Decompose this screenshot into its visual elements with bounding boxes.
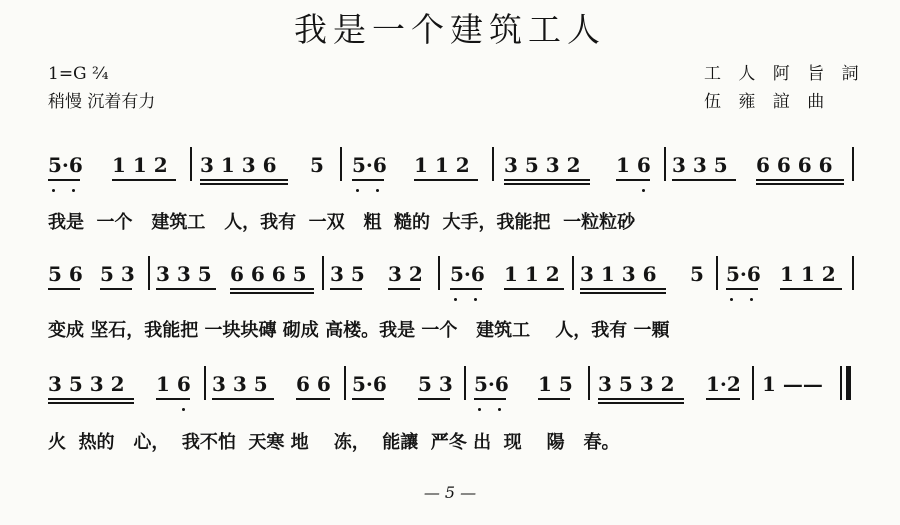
note-group: 5 3 <box>418 372 453 396</box>
note-group: 1 6 <box>156 372 191 396</box>
rhythm-underline <box>48 402 134 404</box>
bar-line <box>664 147 666 181</box>
bar-line <box>340 147 342 181</box>
note-group: 1 —— <box>762 372 823 396</box>
note-group: 1 1 2 <box>780 262 836 286</box>
note-group: 3 5 3 2 <box>504 153 581 177</box>
composer-credit: 伍 雍 誼 曲 <box>704 92 831 112</box>
rhythm-underline <box>756 183 844 185</box>
note-group: 1·2 <box>706 372 741 396</box>
rhythm-underline <box>450 288 482 290</box>
rhythm-underline <box>504 288 564 290</box>
notation-line-2 <box>0 262 900 312</box>
bar-line <box>492 147 494 181</box>
octave-dot <box>454 298 457 301</box>
note-group: 3 3 5 <box>156 262 212 286</box>
bar-line <box>438 256 440 290</box>
octave-dot <box>750 298 753 301</box>
bar-line <box>204 366 206 400</box>
bar-line <box>840 366 842 400</box>
note-group: 5·6 <box>474 372 509 396</box>
rhythm-underline <box>48 398 134 400</box>
note-group: 6 6 6 6 <box>756 153 833 177</box>
note-group: 5 6 <box>48 262 83 286</box>
note-group: 5 3 <box>100 262 135 286</box>
note-group: 1 5 <box>538 372 573 396</box>
bar-line <box>344 366 346 400</box>
note-group: 3 3 5 <box>672 153 728 177</box>
note-group: 5·6 <box>48 153 83 177</box>
note-group: 3 1 3 6 <box>580 262 657 286</box>
octave-dot <box>498 408 501 411</box>
rhythm-underline <box>200 183 288 185</box>
rhythm-underline <box>100 288 132 290</box>
lyrics-line-3: 火 热的 心， 我不怕 天寒 地 冻， 能讓 严冬 出 现 陽 春。 <box>48 432 620 453</box>
note-group: 1 1 2 <box>504 262 560 286</box>
bar-line <box>588 366 590 400</box>
note-group: 5·6 <box>726 262 761 286</box>
final-bar-line <box>846 366 851 400</box>
lyrics-line-2: 变成 坚石，我能把 一块块磚 砌成 高楼。我是 一个 建筑工 人，我有 一顆 <box>48 320 670 341</box>
rhythm-underline <box>414 179 478 181</box>
rhythm-underline <box>580 288 666 290</box>
rhythm-underline <box>388 288 420 290</box>
octave-dot <box>642 189 645 192</box>
rhythm-underline <box>112 179 176 181</box>
octave-dot <box>52 189 55 192</box>
rhythm-underline <box>504 183 590 185</box>
rhythm-underline <box>598 398 684 400</box>
song-title: 我是一个建筑工人 <box>294 10 606 49</box>
rhythm-underline <box>352 398 384 400</box>
tempo-marking: 稍慢 沉着有力 <box>48 92 156 112</box>
note-group: 5·6 <box>352 153 387 177</box>
rhythm-underline <box>230 288 314 290</box>
bar-line <box>464 366 466 400</box>
note-group: 3 5 3 2 <box>48 372 125 396</box>
bar-line <box>852 256 854 290</box>
note-group: 3 5 <box>330 262 365 286</box>
rhythm-underline <box>352 179 384 181</box>
octave-dot <box>376 189 379 192</box>
bar-line <box>716 256 718 290</box>
bar-line <box>572 256 574 290</box>
note-group: 5·6 <box>352 372 387 396</box>
bar-line <box>148 256 150 290</box>
note-group: 1 1 2 <box>414 153 470 177</box>
rhythm-underline <box>504 179 590 181</box>
rhythm-underline <box>296 398 330 400</box>
bar-line <box>852 147 854 181</box>
octave-dot <box>182 408 185 411</box>
lyricist-credit: 工 人 阿 旨 詞 <box>704 64 865 84</box>
note-group: 6 6 <box>296 372 331 396</box>
rhythm-underline <box>418 398 450 400</box>
page-number: — 5 — <box>423 483 477 502</box>
bar-line <box>190 147 192 181</box>
note-group: 6 6 6 5 <box>230 262 307 286</box>
octave-dot <box>356 189 359 192</box>
note-group: 1 1 2 <box>112 153 168 177</box>
rhythm-underline <box>780 288 842 290</box>
bar-line <box>322 256 324 290</box>
bar-line <box>752 366 754 400</box>
key-and-time-signature: 1=G ²⁄₄ <box>48 64 109 84</box>
rhythm-underline <box>156 288 216 290</box>
note-group: 3 3 5 <box>212 372 268 396</box>
rhythm-underline <box>48 288 80 290</box>
octave-dot <box>474 298 477 301</box>
octave-dot <box>478 408 481 411</box>
notation-line-1 <box>0 153 900 203</box>
rhythm-underline <box>48 179 80 181</box>
note-group: 5 <box>310 153 324 177</box>
notation-line-3 <box>0 372 900 422</box>
rhythm-underline <box>726 288 758 290</box>
rhythm-underline <box>156 398 190 400</box>
note-group: 3 2 <box>388 262 423 286</box>
rhythm-underline <box>706 398 740 400</box>
rhythm-underline <box>616 179 650 181</box>
rhythm-underline <box>212 398 274 400</box>
octave-dot <box>730 298 733 301</box>
rhythm-underline <box>672 179 736 181</box>
note-group: 1 6 <box>616 153 651 177</box>
rhythm-underline <box>230 292 314 294</box>
note-group: 5·6 <box>450 262 485 286</box>
note-group: 3 5 3 2 <box>598 372 675 396</box>
octave-dot <box>72 189 75 192</box>
rhythm-underline <box>598 402 684 404</box>
rhythm-underline <box>756 179 844 181</box>
rhythm-underline <box>200 179 288 181</box>
lyrics-line-1: 我是 一个 建筑工 人，我有 一双 粗 糙的 大手，我能把 一粒粒砂 <box>48 212 636 233</box>
note-group: 5 <box>690 262 704 286</box>
rhythm-underline <box>474 398 506 400</box>
rhythm-underline <box>538 398 570 400</box>
note-group: 3 1 3 6 <box>200 153 277 177</box>
rhythm-underline <box>330 288 362 290</box>
rhythm-underline <box>580 292 666 294</box>
